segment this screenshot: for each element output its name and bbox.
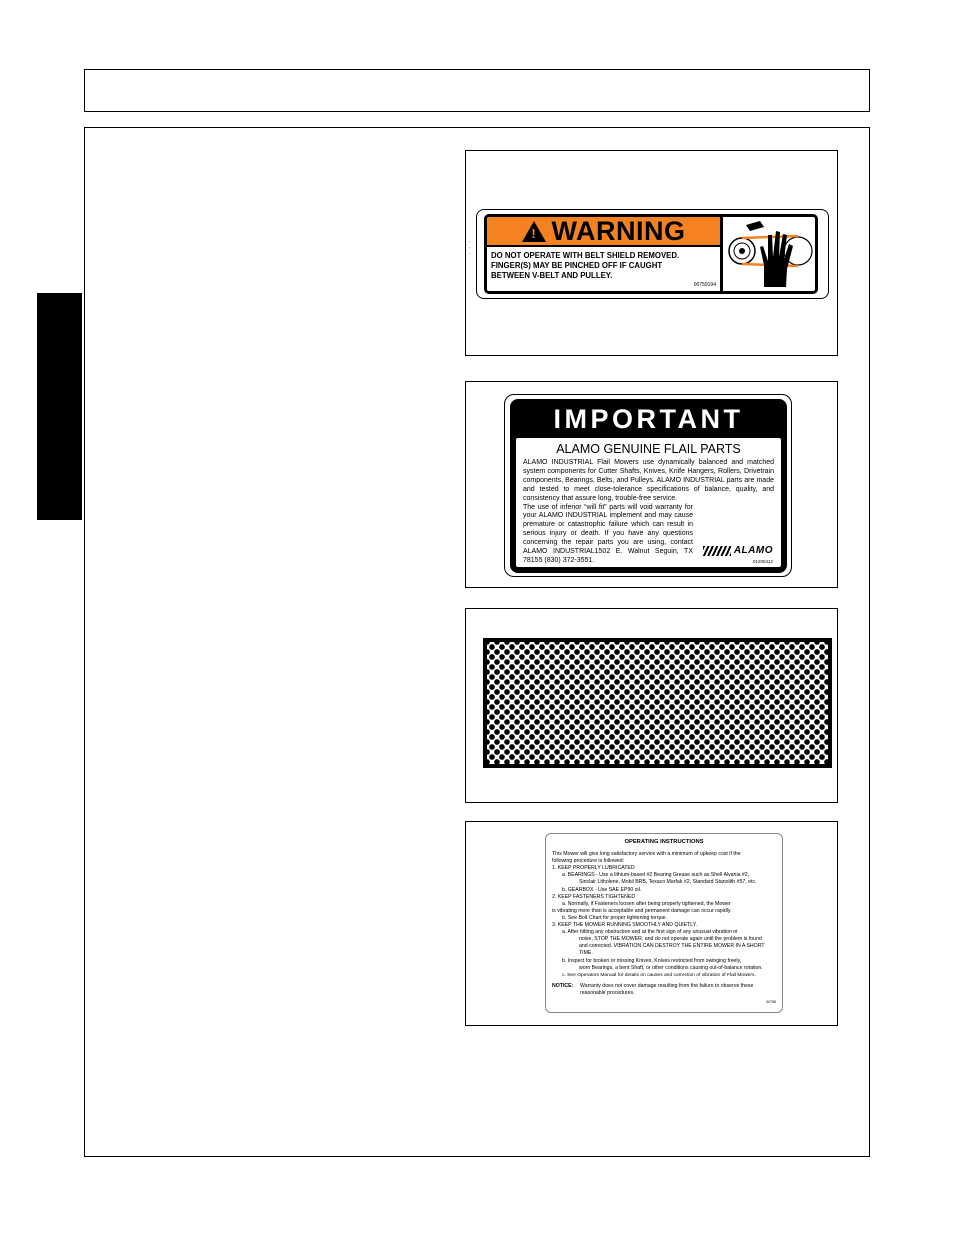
operating-instructions-title: OPERATING INSTRUCTIONS [624, 839, 704, 845]
important-paragraph-1: ALAMO INDUSTRIAL Flail Mowers use dynamically balanced and matched system components for Cutter Shafts, Knives, Knife Hangers, Rollers, Drivetrain components, Bearings, Belts, and Pulleys. ALAMO INDUSTRIAL parts are made and tested to meet close-tolerance specifications of balance, quality, and consistency that assure long, trouble-free service. [523, 459, 774, 502]
warning-message: DO NOT OPERATE WITH BELT SHIELD REMOVED. FINGER(S) MAY BE PINCHED OFF IF CAUGHT BETWEEN V-BELT AND PULLEY. [491, 251, 680, 280]
warning-text-panel [487, 217, 723, 291]
operating-instructions-frame [465, 821, 838, 1026]
alamo-logo: ALAMO [703, 545, 773, 556]
hand-caught-in-belt-pulley-icon [726, 217, 818, 291]
operating-part-code: 00758 [766, 999, 776, 1004]
operating-instructions-decal: OPERATING INSTRUCTIONS This Mower will give long satisfactory service with a minimum of upkeep cost if the following procedure is followed: 1. KEEP PROPERLY LUBRICATED a. BEARINGS - Use a lithium-based #2 Bearing Grease such as Shell Alvania #2, Sinclair Litholene, Mobil BRB, Texaco Marfak #2, Standard Stanolith #57, etc. b. GEARBOX - Use SAE EP90 oil. 2. KEEP FASTENERS TIGHTENED a. Normally, if Fasteners loosen after being properly tightened, the Mower is vibrating more than is acceptable and permanent damage can occur rapidly. b. See Bolt Chart for proper tightening torque. 3. KEEP THE MOWER RUNNING SMOOTHLY AND QUIETLY. a. After hitting any obstruction and at the first sign of any unusual vibration or noise, STOP THE MOWER, and do not operate again until the problem is found and corrected. VIBRATION CAN DESTROY THE ENTIRE MOWER IN A SHORT TIME. b. Inspect for broken or missing Knives, Knives restricted from swinging freely, worn Bearings, a bent Shaft, or other conditions causing out-of-balance rotation. c. See Operators Manual for details on causes and correction of vibration of Flail Mowers. NOTICE: Warranty does not cover damage resulting from the failure to observe these reasonable procedures. 00758 [545, 833, 783, 1013]
important-signal-word: IMPORTANT [553, 404, 744, 434]
alert-triangle-icon: ! [522, 221, 546, 242]
important-decal [510, 399, 787, 573]
warning-decal [484, 214, 818, 294]
important-part-code: 01205412 [752, 559, 773, 564]
header-box [84, 69, 870, 112]
important-decal-frame [465, 381, 838, 588]
decal-edge-mark: · · · [469, 239, 471, 257]
warning-decal-frame [465, 150, 838, 356]
warning-banner [487, 217, 720, 247]
warning-signal-word: WARNING [551, 215, 686, 246]
section-side-tab [37, 293, 82, 520]
operating-notice: NOTICE: Warranty does not cover damage resulting from the failure to observe these reasonable procedures. [552, 982, 754, 996]
perforated-decal-frame [465, 608, 838, 803]
logo-stripes-icon [703, 546, 731, 556]
important-paragraph-2: The use of inferior “will fit” parts will void warranty for your ALAMO INDUSTRIAL implement and may cause premature or catastrophic failure which can result in serious injury or death. If you have any questions concerning the repair parts you are using, contact ALAMO INDUSTRIAL1502 E. Walnut Seguin, TX 78155 (830) 372-3551. [523, 503, 693, 564]
important-heading: ALAMO GENUINE FLAIL PARTS [556, 442, 741, 456]
perforated-pattern-decal [483, 638, 832, 768]
important-decal-body [516, 438, 781, 567]
warning-part-code: 00759194 [693, 282, 716, 288]
